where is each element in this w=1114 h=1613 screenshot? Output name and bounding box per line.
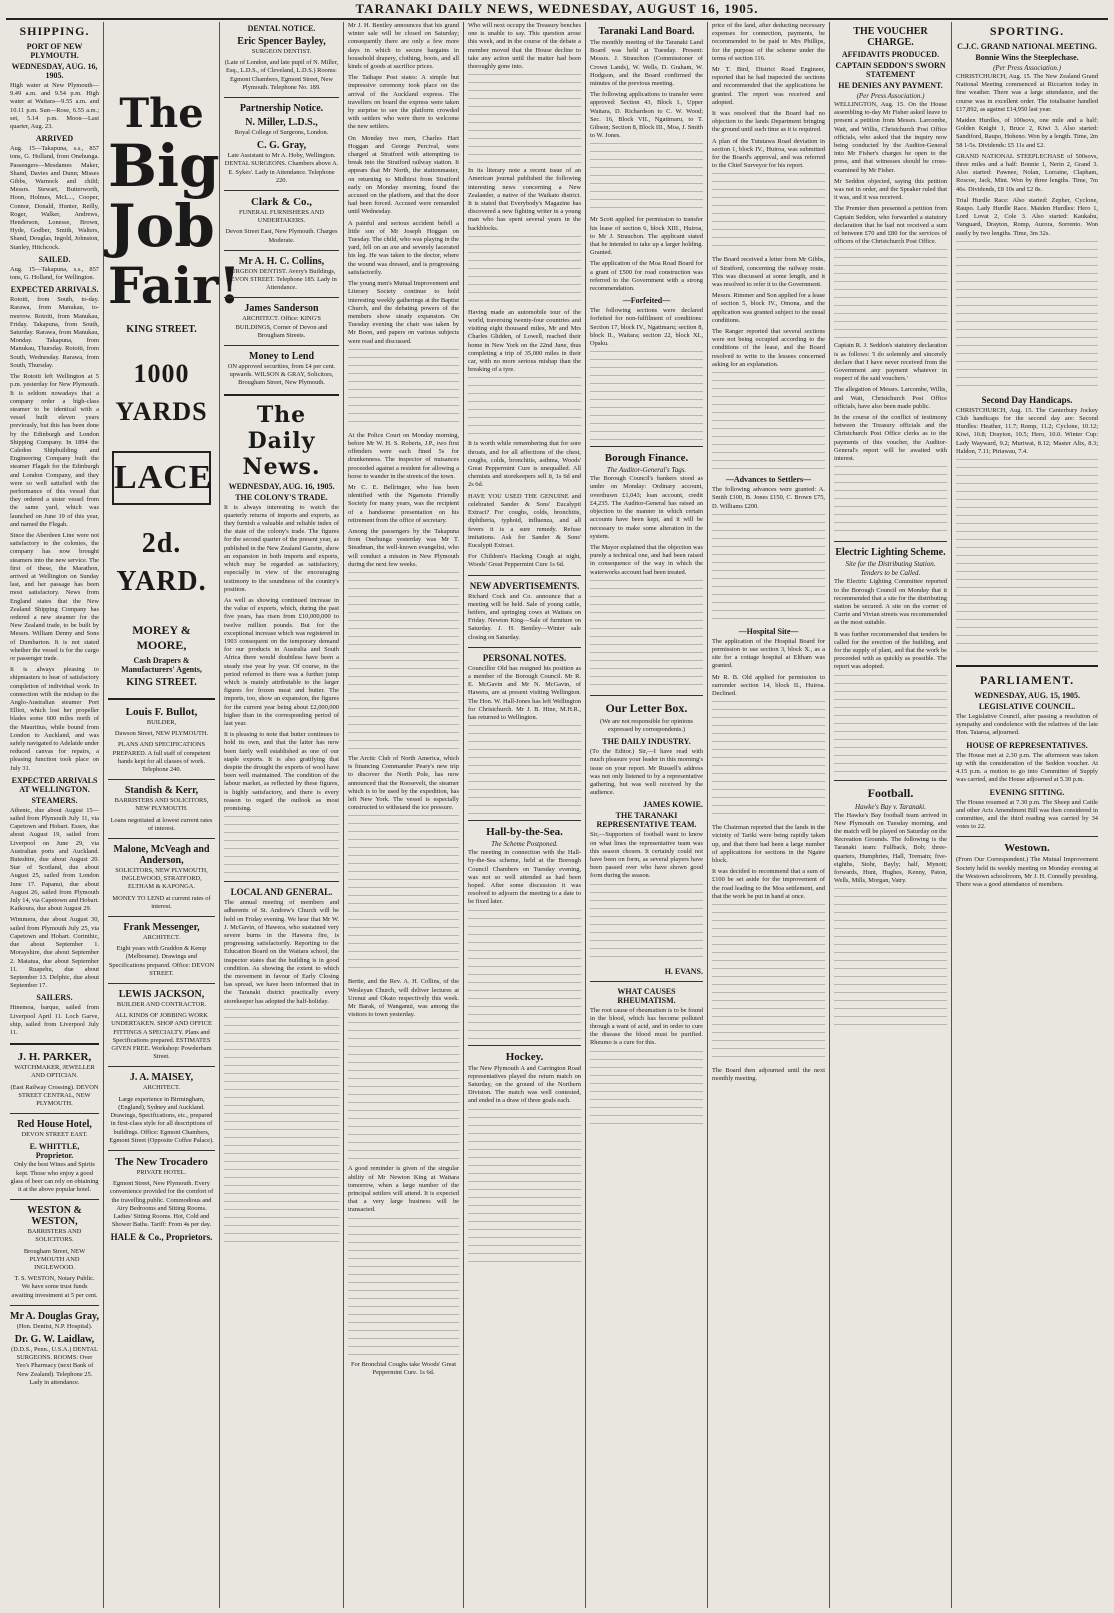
parliament-heading: PARLIAMENT. [979, 673, 1075, 688]
text-filler [834, 466, 947, 536]
misc-body-6: For Children's Hacking Cough at night, Woods' Great Peppermint Cure 1s 6d. [468, 553, 581, 569]
text-filler [712, 904, 825, 1064]
redhouse-name: Red House Hotel, [17, 1119, 92, 1131]
landboard-heading: Taranaki Land Board. [598, 26, 695, 37]
malone-name: Malone, McVeagh and Anderson, [113, 844, 210, 867]
local-body-7: Mr C. E. Bellringer, who has been identified with the Ngamotu Friendly Society for many years, was the recipient of a handsome presentation on his retirement from the office of secretary. [348, 483, 459, 524]
laidlaw-text: (D.D.S., Penn., U.S.A.) DENTAL SURGEONS. ROOMS: Over Yeo's Pharmacy (next Bank of New Zealand). Telephone 25. Lady in attendance. [11, 1345, 98, 1386]
divider [224, 250, 339, 251]
misc-body-2: In its literary note a recent issue of an American journal published the following interesting news concerning a New Zealander, a native of the Waikato district. It is stated that Everybody's Magazine has discovered a new fighting writer in a young man who has spent several years in the backblocks. [468, 167, 581, 232]
maisey-text: Large experience in Birmingham, (England), Sydney and Auckland. Drawings, Specifications, etc., prepared in first-class style for all descriptions of buildings. Office: Egmont Chambers, Egmont Street (Opposite Coffee Palace). [109, 1095, 214, 1144]
text-filler [834, 888, 947, 1028]
local-text: The annual meeting of members and adherents of St. Andrew's Church will be held on Friday evening. We hear that Mr W. J. McGavin, of Hawera, who sustained very severe burns in the Hawera fire, is progressing satisfactorily. Reporting to the Education Board on the Waitara school, the inspector states that the building is in good condition. As showing the extent to which the movement in favour of Early Closing has spread, we have been informed that in the Taranaki district practically every storekeeper has adopted the half-holiday. [224, 899, 339, 1005]
tides-text: High water at New Plymouth—9.49 a.m. and 9.54 p.m. High water at Waitara—9.55 a.m. and 10.11 p.m. Sun—Rose, 6.55 a.m.; set, 5.14 p.m. Moon—Last quarter, Aug. 23. [10, 82, 99, 131]
voucher-body-2: Mr Seddon objected, saying this petition was not in order, and the Speaker ruled that it was, and it was received. [834, 177, 947, 202]
text-filler [834, 675, 947, 775]
personal-heading: PERSONAL NOTES. [482, 652, 567, 663]
steamers-heading: STEAMERS. [31, 795, 78, 805]
lighting-body-1: The Electric Lighting Committee reported to the Borough Council on Monday that it recommended that a site for the distributing station be secured. A site on the corner of Currie and Vivian streets was recommended as the most suitable. [834, 578, 947, 627]
collins-text: SURGEON DENTIST. Avery's Buildings, DEVON STREET. Telephone 185. Lady in Attendance. [226, 267, 337, 292]
divider [108, 1150, 215, 1151]
whittle-name: E. WHITTLE, Proprietor. [29, 1142, 80, 1161]
lewis-role: BUILDER AND CONTRACTOR. [116, 1001, 207, 1009]
divider [224, 97, 339, 98]
bullot-text: PLANS AND SPECIFICATIONS PREPARED. A full staff of competent hands kept for all classes of work. Telephone 240. [112, 741, 211, 774]
landboard-cont-1: price of the land, after deducting necessary expenses for connection, payments, be recommended to be paid to Mrs Phillips, for the purpose of the scheme under the terms of section 116. [712, 22, 825, 62]
text-filler [712, 701, 825, 821]
divider [224, 190, 339, 191]
weston-address: Brougham Street, NEW PLYMOUTH AND INGLEWOOD. [23, 1247, 86, 1271]
gray-role: (Hon. Dentist, N.P. Hospital). [16, 1322, 93, 1330]
text-filler [224, 1009, 339, 1249]
column-voucher-charge [830, 22, 952, 1608]
divider [224, 394, 339, 396]
trocadero-role: PRIVATE HOTEL. [136, 1168, 187, 1176]
new-ads-text: Richard Cock and Co. announce that a meeting will be held. Sale of young cattle, heifers, and springing cows at Waitara on Friday. Newton King—Sale of furniture on Saturday. J. H. Bentley—Winter sale closing on Saturday. [468, 592, 581, 641]
ad-lace: LACE [112, 451, 211, 505]
football-subheading: Hawke's Bay v. Taranaki. [855, 802, 926, 811]
parker-name: J. H. PARKER, [17, 1051, 92, 1064]
landboard-cont-2: Mr T. Bird, District Road Engineer, reported that he had inspected the sections and recommended that the applications be granted. The report was received and adopted. [712, 66, 825, 106]
collins-name: Mr A. H. C. Collins, [238, 255, 325, 267]
editorial-body-1: It is always interesting to watch the quarterly returns of imports and exports, as they furnish a valuable and reliable index of the state of the colony's trade. The figures for the second quarter of the present year, as published in the New Zealand Gazette, show an expansion in both imports and exports, which may be regarded as satisfactory, especially in view of the encouraging testimony to the soundness of the country's position. [224, 503, 339, 593]
landboard-cont-13: The Board then adjourned until the next monthly meeting. [712, 1066, 825, 1083]
ad-price: 2d. YARD. [116, 528, 207, 597]
misc-body-1: Who will next occupy the Treasury benches one is unable to say. This question arose this week, and in the course of the debate a member moved that the House decline to take any action until the matter had been thoroughly gone into. [468, 22, 581, 71]
morey-king-street: KING STREET. [126, 677, 197, 688]
local-body-5: The young men's Mutual Improvement and Literary Society continue to hold interesting weekly gatherings at the Baptist Church, and the debating powers of the members show steady expansion. On Tuesday evening the chair was taken by Mr Boon, and papers on various subjects were read and discussed. [348, 280, 459, 345]
divider [224, 881, 339, 882]
text-filler [468, 236, 581, 306]
messenger-role: ARCHITECT. [143, 934, 180, 942]
lewis-name: LEWIS JACKSON, [118, 989, 205, 1001]
misc-body-3: Having made an automobile tour of the world, traversing twenty-four countries and visiting eight thousand miles, Mr and Mrs Charles Glidden, of Lowell, reached their home in New York on the 22nd June, thus completing a trip of 35,000 miles in their car, with no more serious mishap than the breaking of a tyre. [468, 308, 581, 374]
new-ads-heading: NEW ADVERTISEMENTS. [469, 580, 580, 591]
port-heading: PORT OF NEW PLYMOUTH. [26, 42, 83, 60]
ad-the: The [119, 90, 204, 137]
text-filler [590, 143, 703, 213]
shipping-body-6: Hinemoa, barque, sailed from Liverpool April 11. Loch Garve, ship, sailed from Liverpool July 11. [10, 1004, 99, 1036]
hospital-heading: —Hospital Site— [738, 626, 799, 636]
landboard-cont-9: The application of the Hospital Board for permission to use section 3, block X., as a site for a cottage hospital at Eltham was granted. [712, 637, 825, 670]
partnership-heading: Partnership Notice. [239, 103, 324, 115]
weston-role: BARRISTERS AND SOLICITORS. [27, 1228, 82, 1244]
sailed-text: Aug. 15—Takapuna, s.s., 857 tons, G. Holland, for Wellington. [10, 265, 99, 282]
ad-big: Big [108, 132, 220, 200]
affidavits-heading: AFFIDAVITS PRODUCED. [841, 50, 940, 59]
divider [468, 1045, 581, 1046]
misc-body-5: HAVE YOU USED THE GENUINE and celebrated Sander & Sons' Eucalypti Extract? For coughs, colds, bronchitis, diphtheria, typhoid, influenza, and all fevers it is a sure remedy. Refuse imitations. Ask for Sander & Sons' Eucalypti Extract. [468, 492, 581, 549]
borough-body-1: The Borough Council's bankers stood as under on Monday: Ordinary account, overdrawn £1,043; loan account, credit £4,235. The Auditor-General has raised an objection to the manner in which certain accounts have been kept, and it will be necessary to make some alteration in the system. [590, 475, 703, 540]
parliament-date: WEDNESDAY, AUG. 15, 1905. [974, 691, 1080, 701]
hale-name: HALE & Co., Proprietors. [110, 1232, 213, 1243]
letterbox-disclaimer: (We are not responsible for opinions expressed by correspondents.) [599, 717, 693, 733]
cgray-text: Late Assistant to Mr A. Hoby, Wellington. DENTAL SURGEONS. Chambers above A. E. Sykes'. Lady in Attendance. Telephone 220. [224, 152, 339, 184]
divider [108, 779, 215, 780]
sporting-body-4: Trial Hurdle Race: Also started: Zepher, Cyclone, Raupo. Lady Hurdle Race. Maiden Hurdles: Hero 1, Lord Lovat 2, Cole 3. Also started: Kaukahu, Vanguard, Drayton, Romp, Aurora, Sorrento. Won easily by two lengths. Time, 3m 32s. [956, 196, 1098, 237]
miller-text: Royal College of Surgeons, London. [234, 129, 329, 137]
text-filler [468, 725, 581, 815]
council-heading: LEGISLATIVE COUNCIL. [978, 702, 1076, 712]
voucher-body-6: In the course of the conflict of testimony between the Treasury officials and the Christchurch Post Office clerks as to the payments of this voucher, the Auditor-General's report will be awaited with interest. [834, 414, 947, 463]
text-filler [468, 74, 581, 164]
divider [10, 1199, 99, 1200]
weston-text: T. S. WESTON, Notary Public. We have some trust funds awaiting investment at 5 per cent. [11, 1275, 98, 1299]
divider [590, 695, 703, 696]
expected-heading: EXPECTED ARRIVALS. [10, 285, 99, 295]
text-filler [590, 351, 703, 441]
westown-text: (From Our Correspondent.) The Mutual Improvement Society held its weekly meeting on Monday evening at the Westown schoolroom, Mr J. H. Connelly presiding. There was a good attendance of members. [956, 856, 1098, 888]
divider [10, 1305, 99, 1306]
daily-news-masthead: The Daily News. [242, 401, 321, 480]
divider [468, 575, 581, 576]
ad-job: Job [108, 192, 215, 260]
text-filler [590, 580, 703, 690]
maisey-role: ARCHITECT. [143, 1084, 180, 1092]
text-filler [468, 910, 581, 1040]
football-heading: Football. [867, 785, 914, 800]
gray-name: Mr A. Douglas Gray, [10, 1310, 99, 1322]
landboard-cont-4: A plan of the Tututawa Road deviation in section 1, block IV., Huiroa, was submitted for the Board's approval, and was referred to the Chief Surveyor for his report. [712, 137, 825, 170]
shipping-date: WEDNESDAY, AUG. 16, 1905. [11, 62, 98, 80]
sporting-press-note: (Per Press Association.) [993, 64, 1061, 72]
denies-heading: HE DENIES ANY PAYMENT. [838, 81, 943, 90]
divider [108, 838, 215, 839]
maisey-name: J. A. MAISEY, [129, 1072, 194, 1084]
redhouse-address: DEVON STREET EAST. [21, 1131, 88, 1139]
text-filler [956, 241, 1098, 391]
shipping-body-1: The Rotoiti left Wellington at 5 p.m. yesterday for New Plymouth. It is seldom nowadays that a company order a high-class steamer to be identical with a vessel built eleven years previously, but this has been done by the Edinburgh and London Shipping Company. In 1894 the Caledon Shipbuilding and Engineering Company built the steamer Flagah for the Edinburgh and London Company, and they were so well satisfied with the performance of this vessel that they ordered a sister vessel from the same yard, which was launched on June 19 of this year, and named the Flegah. [10, 373, 99, 528]
text-filler [348, 349, 459, 429]
column-land-board-cont [708, 22, 830, 1608]
representatives-heading: THE TARANAKI REPRESENTATIVE TEAM. [596, 811, 697, 830]
text-filler [348, 815, 459, 975]
local-heading: LOCAL AND GENERAL. [230, 887, 333, 898]
lewis-text: ALL KINDS OF JOBBING WORK UNDERTAKEN. SHOP AND OFFICE FITTINGS A SPECIALTY. Plans and Specifications prepared. ESTIMATES GIVEN FREE. Workshop: Powderham Street. [111, 1012, 212, 1061]
ad-yards: 1000 YARDS [115, 359, 208, 426]
sporting-body-2: Maiden Hurdles, of 100sovs, one mile and a half: Golden Knight 1, Bruce 2, Kiwi 3. Also started: Sandiford, Raupo, Hoheno. Won by a length. Time, 2m 58 1-5s. Dividends: £5 11s and £2. [956, 117, 1098, 149]
lighting-heading: Electric Lighting Scheme. [835, 547, 946, 559]
rheumatism-heading: WHAT CAUSES RHEUMATISM. [617, 986, 676, 1005]
editorial-body-3: It is pleasing to note that butter continues to hold its own, and that the latter has now been fairly well established as one of our staple exports. It is also gratifying that despite the drought the exports of wool have been well maintained. The condition of the labour market, as reflected by these figures, is highly satisfactory, and there is every reason to regard the outlook as most promising. [224, 731, 339, 812]
sanderson-name: James Sanderson [244, 303, 319, 315]
letterbox-heading: Our Letter Box. [605, 700, 688, 715]
local-body-6: At the Police Court on Monday morning, before Mr W. H. S. Roberts, J.P., two first offenders were each fined 5s for drunkenness. The inspector of nuisances proceeded against a resident for allowing a horse to wander in the streets of the town. [348, 431, 459, 480]
local-body-1: Mr J. H. Bentley announces that his grand winter sale will be closed on Saturday; consequently there are only a few more days in which to secure bargains in household drapery, clothing, boots, and all kinds of goods at sacrifice prices. [348, 22, 459, 71]
text-filler [348, 1022, 459, 1162]
divider [956, 836, 1098, 837]
column-land-board [586, 22, 708, 1608]
landboard-body-3: Mr Scott applied for permission to transfer his lease of section 6, block XIII., Huiroa, to Mr J. Strauchon. The applicant stated that he intended to take up a larger holding. Granted. [590, 216, 703, 257]
cjc-heading: C.J.C. GRAND NATIONAL MEETING. [957, 42, 1097, 51]
ad-fair: Fair! [108, 256, 241, 315]
text-filler [712, 372, 825, 472]
local-body-8: Among the passengers by the Takapuna from Onehunga yesterday was Mr T. Steadman, the well-known evangelist, who will conduct a mission in New Plymouth during the next few weeks. [348, 527, 459, 568]
hall-subheading: The Scheme Postponed. [491, 840, 558, 849]
text-filler [348, 572, 459, 752]
westown-heading: Westown. [1004, 842, 1050, 855]
arrived-heading: ARRIVED [35, 134, 74, 144]
divider [468, 820, 581, 821]
text-filler [712, 514, 825, 624]
bullot-address: Dawson Street, NEW PLYMOUTH. [114, 730, 209, 738]
malone-role: SOLICITORS, NEW PLYMOUTH, INGLEWOOD, STRATFORD, ELTHAM & KAPONGA. [115, 867, 208, 891]
divider [590, 446, 703, 447]
landboard-cont-12: It was decided to recommend that a sum of £100 be set aside for the improvement of the road leading to the Moa settlement, and that the work be put in hand at once. [712, 868, 825, 900]
rheumatism-text: The root cause of rheumatism is to be found in the blood, which has become polluted through a want of acid, and in order to cure the disease the blood must be purified. Rheumo is a cure for this. [590, 1006, 703, 1047]
divider [108, 698, 215, 700]
evening-text: The House resumed at 7.30 p.m. The Sheep and Cattle and other Acts Amendment Bill was then considered in committee, and the third reading was carried by 34 votes to 22. [956, 798, 1098, 831]
divider [108, 916, 215, 917]
sporting-heading: SPORTING. [989, 24, 1065, 38]
text-filler [834, 249, 947, 339]
forfeit-heading: —Forfeited— [622, 296, 671, 306]
laidlaw-name: Dr. G. W. Laidlaw, [14, 1333, 95, 1345]
captain-heading: CAPTAIN SEDDON'S SWORN STATEMENT [835, 61, 946, 79]
voucher-body-3: The Premier then presented a petition from Captain Seddon, who forwarded a statutory declaration that he had not received a sum of between £70 and £80 for the services of officers of the Christchurch Post Office. [834, 205, 947, 246]
trocadero-name: The New Trocadero [115, 1155, 208, 1168]
text-filler [712, 173, 825, 253]
landboard-body-1: The monthly meeting of the Taranaki Land Board was held at Tuesday. Present: Messrs. J. Strauchon (Commissioner of Crown Lands), W. Wells, D. Graham, W. Hodgson, and the Board confirmed the minutes of the previous meeting. [590, 39, 703, 88]
messenger-text: Eight years with Graddon & Kemp (Melbourne). Drawings and Specifications prepared. Office: DEVON STREET. [108, 945, 215, 977]
industry-signature: JAMES KOWIE. [642, 800, 703, 810]
representatives-letter: Sir,—Supporters of football want to know on what lines the representative team was this season chosen. It certainly could not have been on form, as several players have been passed over who have shown good form during the season. [590, 831, 703, 880]
local-body-11: A good reminder is given of the singular ability of Mr Newton King at Waitara tomorrow, when a large number of the principal settlers will attend. It is expected that a very large business will be transacted. [348, 1165, 459, 1214]
personal-text: Councillor Old has resigned his position as a member of the Borough Council. Mr R. E. McGavin and Mr N. McGavin, of Hawera, are at present visiting Wellington. The Hon. W. Hall-Jones has left Wellington for Christchurch. Mr J. B. Hine, M.H.R., has returned to Wellington. [468, 664, 581, 721]
column-editorial [220, 22, 344, 1608]
borough-subheading: The Auditor-General's Tags. [606, 466, 687, 475]
landboard-cont-8: The following advances were granted: A. Smith £100, B. Jones £150, C. Brown £75, D. Williams £200. [712, 486, 825, 510]
landboard-body-2: The following applications to transfer were approved: Section 43, Block I., Upper Waitara, D. Richardson to C. W. Wood; Sec. 16, Block VII., Ngatimaru, to T. Gibson; Section 8, Block III., Moa, J. Smith to W. Jones. [590, 91, 703, 140]
press-assoc-note: (Per Press Association.) [856, 92, 925, 100]
divider [108, 983, 215, 984]
advances-heading: —Advances to Settlers— [725, 475, 812, 485]
divider [108, 1066, 215, 1067]
messenger-name: Frank Messenger, [123, 922, 200, 934]
sailers-heading: SAILERS. [36, 993, 73, 1003]
parker-role: WATCHMAKER, JEWELLER AND OPTICIAN. [14, 1064, 95, 1080]
shipping-body-4: Athenic, due about August 15—sailed from Plymouth July 11, via Capetown and Hobart. Essex, due about August 19, sailed from Liverpool on June 29, via Australian ports and Auckland. Buteshire, due about August 20. Star of Scotland, due about August 25, sailed from London June 17. Papanui, due about August 26, sailed from Plymouth July 14, via Capetown and Hobart. Kaikoura, due about August 29. [10, 806, 99, 913]
local-body-4: A painful and serious accident befell a little son of Mr Joseph Hoggan on Tuesday. The child, who was playing in the yard, fell on an axe and severely lacerated his leg. He was taken to the doctor, where the wound was dressed, and is progressing satisfactorily. [348, 219, 459, 276]
second-day-heading: Second Day Handicaps. [981, 394, 1073, 405]
landboard-cont-6: Messrs. Rimmer and Son applied for a lease of section 5, block IV., Omona, and the application was granted subject to the usual conditions. [712, 292, 825, 324]
landboard-body-5: The following sections were declared forfeited for non-fulfilment of conditions: Section 17, block IV., Ngatimaru; section 8, block II., Waitara; section 22, block XI., Opaku. [590, 307, 703, 348]
text-filler [224, 816, 339, 876]
local-body-2: The Taihape Post states: A simple but impressive ceremony took place on the arrival of the Auckland express. The travellers on board the express were taken by surprise to see the platform crowded with settlers who were there to welcome the new settlers. [348, 74, 459, 131]
football-text: The Hawke's Bay football team arrived in New Plymouth on Tuesday morning, and the match will be played on Saturday on the Recreation Grounds. The following is the Taranaki team: Fullback, Bob; three-quarters, Humphries, Hall, Tremain; five-eighths, Stohr, Bayly; half, Mynott; forwards, Hunt, Hughes, Kenny, Paton, Wells, Mills, Morgan, Vatry. [834, 811, 947, 885]
landboard-cont-11: The Chairman reported that the lands in the vicinity of Tariki were being rapidly taken up, and that there had been a large number of applications for sections in the Ngaire block. [712, 824, 825, 864]
text-filler [468, 1109, 581, 1269]
divider [590, 981, 703, 982]
voucher-body-1: WELLINGTON, Aug. 15. On the House assembling to-day Mr Fisher asked leave to present a petition from Messrs. Larcombe, Watt, and Willis, Christchurch Post Office officials, who asked that the inquiry now being conducted by the Auditor-General into Mr Fisher's charges be open to the press, and that witnesses should be cross-examined by Mr Fisher. [834, 101, 947, 174]
divider [956, 665, 1098, 667]
text-filler [468, 377, 581, 437]
column-miscellany [464, 22, 586, 1608]
column-shipping [6, 22, 104, 1608]
lighting-subheading-2: Tenders to be Called. [860, 569, 921, 578]
text-filler [348, 1218, 459, 1358]
malone-text: MONEY TO LEND at current rates of interest. [112, 894, 211, 910]
sporting-body-5: CHRISTCHURCH, Aug. 15. The Canterbury Jockey Club handicaps for the second day are: Second Hurdles: Heather, 11.7; Romp, 11.2; Cyclone, 10.12; Kiwi, 10.8; Drayton, 10.5; Hero, 10.0. Winter Cup: Lady Wayward, 9.2; Muriwai, 8.12; Master Alix, 8.3; Haldon, 7.11; Piriawau, 7.4. [956, 406, 1098, 455]
lighting-subheading: Site for the Distributing Station. [845, 560, 936, 569]
editorial-title: THE COLONY'S TRADE. [235, 492, 328, 502]
weston-name: WESTON & WESTON, [27, 1205, 82, 1228]
columns [6, 22, 1108, 1608]
clark-name: Clark & Co., [250, 196, 313, 209]
lighting-body-2: It was further recommended that tenders be called for the erection of the building, and for the supply of plant, and that the work be proceeded with as quickly as possible. The report was adopted. [834, 630, 947, 671]
representatives-signature: H. EVANS. [664, 966, 703, 976]
council-text: The Legislative Council, after passing a resolution of sympathy and condolence with the relatives of the late Hon. Taiaroa, adjourned. [956, 713, 1098, 737]
evening-heading: EVENING SITTING. [989, 787, 1065, 797]
divider [10, 1043, 99, 1045]
landboard-cont-7: The Ranger reported that several sections were not being occupied according to the conditions of the lease, and the Board resolved to write to the lessees concerned asking for an explanation. [712, 328, 825, 368]
text-filler [590, 884, 703, 964]
hockey-heading: Hockey. [505, 1050, 544, 1063]
column-local-news [344, 22, 464, 1608]
house-text: The House met at 2.30 p.m. The afternoon was taken up with the consideration of the Seddon voucher. At 4.15 p.m. a motion to go into Committee of Supply was carried, and the House adjourned at 5.30 p.m. [956, 751, 1098, 784]
industry-letter: (To the Editor.) Sir,—I have read with much pleasure your leader in this morning's issue on your report. Mr Russell's address was not only listened to by a representative gathering, but was well received by the audience. [590, 748, 703, 797]
voucher-heading: THE VOUCHER CHARGE. [853, 26, 928, 48]
divider [834, 541, 947, 542]
house-heading: HOUSE OF REPRESENTATIVES. [966, 740, 1088, 750]
landboard-cont-5: The Board received a letter from Mr Gibbs, of Stratford, concerning the railway route. This was discussed at some length, and it was resolved to refer it to the Government. [712, 256, 825, 289]
column-advertisements [104, 22, 241, 1608]
bullot-role: BUILDER, [146, 719, 177, 726]
misc-body-4: It is worth while remembering that for sore throats, and for all affections of the chest, coughs, colds, bronchitis, asthma, Woods' Great Peppermint Cure is unequalled. All chemists and storekeepers sell it, 1s 6d and 2s 6d. [468, 440, 581, 489]
shipping-body-5: Wimmera, due about August 30, sailed from Plymouth July 25, via Capetown and Hobart. Corinthic, due about September 1. Morayshire, due about September 2. Matatua, due about September 11. Ruapehu, due about September 13. Delphic, due about September 17. [10, 916, 99, 990]
shipping-body-3: It is always pleasing to shipmasters to hear of satisfactory completion of individual work. In connection with the mishap to the Anglo-Australian steamer Port Elliot, which lost her propeller blades some 600 miles north of the Mauritius, while bound from London to Auckland, and was safely navigated to Adelaide under reduced canvas for repairs, a pleasing function took place on July 31. [10, 666, 99, 772]
masthead-rule [6, 18, 1108, 20]
masthead: TARANAKI DAILY NEWS, WEDNESDAY, AUGUST 16, 1905. [355, 1, 759, 16]
divider [10, 1113, 99, 1114]
standish-name: Standish & Kerr, [124, 785, 199, 797]
peppermint-ad: For Bronchial Coughs take Woods' Great Peppermint Cure. 1s 6d. [350, 1360, 457, 1376]
text-filler [590, 1051, 703, 1131]
bayley-role: SURGEON DENTIST. [251, 48, 312, 55]
steeplechase-heading: Bonnie Wins the Steeplechase. [975, 53, 1079, 62]
sporting-body-3: GRAND NATIONAL STEEPLECHASE of 500sovs, three miles and a half: Bonnie 1, Nerin 2, Grand 3. Also started: Pawnee, Nolan, Lorraine, Clapham, Roscoe, Jack, Mint. Won by three lengths. Time, 7m 46s. Dividends, £8 10s and £2 8s. [956, 152, 1098, 193]
editorial-body-2: As well as showing continued increase in the value of exports, which, during the past five years, has risen from £10,000,000 to twelve million pounds. But for the exceptional increase which was registered in 1903 consequent on the temporary demand for our products in Australia and South Africa there would doubtless have been a steady rise year by year. Of course, in the period referred to there was a further jump which is mainly attributable to the larger figures for frozen meat and butter. The imports, too, show an expansion, the figures for the current year being about £2,000,000 higher than in the corresponding period of last year. [224, 596, 339, 727]
sporting-body-1: CHRISTCHURCH, Aug. 15. The New Zealand Grand National Meeting commenced at Riccarton today in fine weather. There was a large attendance, and the course was in excellent order. The totalisator handled £17,892, as against £14,950 last year. [956, 73, 1098, 113]
industry-heading: THE DAILY INDUSTRY. [602, 737, 691, 747]
voucher-body-5: The allegation of Messrs. Larcombe, Willis, and Watt, Christchurch Post Office officials, have also been made public. [834, 386, 947, 410]
bullot-name: Louis F. Bullot, [125, 706, 198, 718]
shipping-body-2: Since the Aberdeen Line were not satisfactory to the colonies, the company has now brought steamers into the new service. The first of these, the Marathon, arrived at Wellington on Sunday last, and her passage has been most satisfactory. News from England states that the New Zealand Shipping Company has ordered a new steamer for the New Zealand trade, to be built by Messrs. William Denny and Sons of Dumbarton. It is not stated whether the vessel is for the cargo or passenger trade. [10, 531, 99, 662]
text-filler [956, 459, 1098, 659]
standish-text: Loans negotiated at lowest current rates of interest. [110, 816, 213, 832]
whittle-text: Only the best Wines and Spirits kept. Those who enjoy a good glass of beer can rely on obtaining it at the above popular hotel. [10, 1161, 99, 1193]
divider [224, 297, 339, 298]
local-body-9: The Arctic Club of North America, which is financing Commander Peary's new trip to discover the North Pole, has now announced that the Roosevelt, the steamer which is to be used by the expedition, has left New York. The vessel is especially constructed to withstand the ice pressure. [348, 754, 459, 812]
standish-role: BARRISTERS AND SOLICITORS, NEW PLYMOUTH. [114, 797, 209, 813]
editorial-date: WEDNESDAY, AUG. 16, 1905. [228, 481, 335, 491]
landboard-cont-10: Mr R. B. Old applied for permission to surrender section 14, block II., Huiroa. Declined. [712, 673, 825, 697]
local-body-3: On Monday two men, Charles Hart Hoggan and George Percival, were charged at Stratford with attempting to break into the Stratford railway station. It appears that Mr North, the stationmaster, on returning to Midhirst from Stratford early on Monday morning, found the accused on the platform, and that the door had been forced. Accused were remanded until Wednesday. [348, 134, 459, 216]
voucher-body-4: Captain R. J. Seddon's statutory declaration is as follows: 'I do solemnly and sincerely declare that I have never received from the Government any payment whatever in respect of the said vouchers.' [834, 342, 947, 383]
shipping-heading: SHIPPING. [19, 24, 90, 38]
money-text: ON approved securities, from £4 per cent. upwards. WILSON & GRAY, Solicitors, Brougham Street, New Plymouth. [227, 363, 336, 387]
parker-address: (East Railway Crossing). DEVON STREET CENTRAL, NEW PLYMOUTH. [10, 1083, 99, 1107]
dental-heading: DENTAL NOTICE. [247, 24, 316, 33]
borough-heading: Borough Finance. [604, 452, 689, 465]
landboard-cont-3: It was resolved that the Board had no objection to the lands Department bringing the ground until such time as it is required. [712, 110, 825, 134]
bayley-text: (Late of London, and late pupil of N. Miller, Esq., L.D.S., of Cleveland, L.D.S.) Rooms: Egmont Chambers, Egmont Street, New Plymouth. Telephone No. 189. [224, 59, 339, 91]
clark-role: FUNERAL FURNISHERS AND UNDERTAKERS. [239, 209, 324, 225]
outward-heading: EXPECTED ARRIVALS AT WELLINGTON. [11, 775, 98, 794]
local-body-10: Bertie, and the Rev. A. H. Collins, of the Wesleyan Church, will deliver lectures at Urenui and Okato respectively this week. Mr Barak, of Wanganui, was among the visitors to town yesterday. [348, 978, 459, 1019]
divider [834, 780, 947, 781]
hall-text: The meeting in connection with the Hall-by-the-Sea scheme, held at the Borough Council Chambers on Tuesday evening, was not so well attended as had been hoped. After some discussion it was resolved to adjourn the meeting to a date to be fixed later. [468, 849, 581, 906]
hall-heading: Hall-by-the-Sea. [486, 826, 563, 839]
landboard-body-4: The application of the Moa Road Board for a grant of £500 for road construction was referred to the Government with a strong recommendation. [590, 260, 703, 293]
bayley-name: Eric Spencer Bayley, [237, 36, 326, 47]
morey-name: MOREY & MOORE, [132, 623, 191, 652]
trocadero-text: Egmont Street, New Plymouth. Every convenience provided for the comfort of the travelling public. Commodious and Airy Bedrooms and Sitting Rooms. Ladies' Sitting Rooms. Hot, Cold and Shower Baths. Tariff: From 4s per day. [109, 1180, 214, 1229]
hockey-text: The New Plymouth A and Carrington Road representatives played the return match on Saturday, on the ground of the Northern Division. The match was well contested, and ended in a draw of three goals each. [468, 1064, 581, 1105]
divider [224, 345, 339, 346]
borough-body-2: The Mayor explained that the objection was purely a technical one, and had been raised in consequence of the way in which the waterworks account had been treated. [590, 543, 703, 576]
miller-name: N. Miller, L.D.S., [245, 117, 318, 129]
arrived-text: Aug. 15—Takapuna, s.s., 857 tons, G. Holland, from Onehunga. Passengers—Mesdames Maker, Shand, Davies and Dunn; Misses Gibbs, Warnock and child; Messrs. Stewart, Butterworth, Hoon, Holmes, McL..., Cooper, Connor, Donald, Hunter, Reilly, Roger, Walker, Andrews, Henderson, Lonesse, Brown, Hyde, Godber, Smith, Walters, Shand, Douglas, Ingold, Johnston, Stanley, Hitchcock. [10, 145, 99, 251]
divider [468, 647, 581, 648]
money-heading: Money to Lend [249, 351, 314, 363]
clark-address: Devon Street East, New Plymouth. Charges Moderate. [225, 228, 338, 244]
ad-king-street: KING STREET. [126, 324, 197, 335]
sailed-heading: SAILED. [38, 254, 71, 264]
expected-text: Rotoiti, from South, to-day. Rarawa, from Manukau, to-morrow. Rotoiti, from Manukau, Friday. Takapuna, from South, Saturday. Rarawa, from Manukau, Monday. Takapuna, from Manukau, Thursday. Rotoiti, from South, Wednesday. Rarawa, from South, Thursday. [10, 296, 99, 369]
cgray-name: C. G. Gray, [256, 140, 307, 152]
column-sporting [952, 22, 1102, 1608]
morey-role: Cash Drapers & Manufacturers' Agents, [121, 656, 202, 674]
sanderson-text: ARCHITECT. Office: KING'S BUILDINGS, Corner of Devon and Brougham Streets. [235, 315, 328, 339]
